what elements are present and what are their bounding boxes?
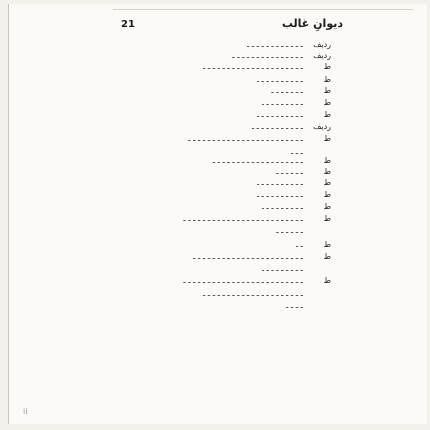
entry-marker: ط (323, 252, 331, 261)
entry-text: ـ ـ ـ ـ (285, 301, 303, 310)
bottom-mark: ii (23, 407, 28, 416)
entry-marker: ط (323, 240, 331, 249)
entry-text: ـ ـ ـ ـ ـ ـ ـ ـ ـ ـ ـ (251, 122, 303, 131)
entry-marker: ط (323, 178, 331, 187)
entry-marker: ط (323, 86, 331, 95)
entry-text: ـ ـ ـ ـ ـ ـ ـ ـ ـ ـ (256, 75, 303, 84)
entry-marker: ط (323, 202, 331, 211)
entry-marker: ط (323, 167, 331, 176)
entry-text: ـ ـ ـ ـ ـ ـ (276, 167, 303, 176)
entry-text: ـ ـ ـ ـ ـ ـ ـ ـ ـ (261, 98, 303, 107)
entry-text: ـ ـ ـ ـ ـ ـ ـ ـ ـ (261, 264, 303, 273)
entry-marker: ردیف (313, 40, 331, 49)
entry-text: ـ ـ ـ ـ ـ ـ ـ ـ ـ ـ ـ ـ (246, 40, 303, 49)
entry-text: ـ ـ ـ ـ ـ ـ ـ ـ ـ ـ ـ ـ ـ ـ ـ ـ ـ ـ ـ ـ ـ ـ ـ ـ ـ (183, 276, 303, 285)
entry-marker: ط (323, 75, 331, 84)
entry-marker: ط (323, 156, 331, 165)
entry-text: ـ ـ ـ ـ ـ ـ ـ ـ ـ ـ ـ ـ ـ ـ ـ ـ ـ ـ ـ ـ ـ (202, 289, 303, 298)
entry-text: ـ ـ ـ ـ ـ ـ ـ (271, 86, 303, 95)
entry-text: ـ ـ ـ ـ ـ ـ ـ ـ ـ ـ ـ ـ ـ ـ ـ ـ ـ ـ ـ ـ ـ ـ ـ ـ ـ (183, 214, 303, 223)
entry-text: ـ ـ ـ ـ ـ ـ ـ ـ ـ ـ ـ ـ ـ ـ ـ ـ ـ ـ ـ ـ ـ ـ ـ ـ (188, 134, 303, 143)
entry-marker: ط (323, 98, 331, 107)
entry-text: ـ ـ ـ ـ ـ ـ ـ ـ ـ ـ ـ ـ ـ ـ ـ ـ ـ ـ ـ ـ ـ (202, 62, 303, 71)
entry-text: ـ ـ ـ ـ ـ ـ ـ ـ ـ ـ ـ ـ ـ ـ ـ ـ ـ ـ ـ ـ ـ ـ ـ (193, 252, 303, 261)
book-page (8, 4, 427, 424)
entry-text: ـ ـ ـ ـ ـ ـ ـ ـ ـ (261, 202, 303, 211)
entry-marker: ط (323, 110, 331, 119)
entry-marker: ردیف (313, 122, 331, 131)
entry-marker: ط (323, 190, 331, 199)
entry-text: ـ ـ ـ (290, 147, 303, 156)
entry-text: ـ ـ ـ ـ ـ ـ ـ ـ ـ ـ ـ ـ ـ ـ ـ (232, 51, 303, 60)
entry-marker: ردیف (313, 51, 331, 60)
page-header: دیوانِ غالب (281, 17, 343, 30)
entry-marker: ط (323, 62, 331, 71)
top-rule (113, 9, 413, 10)
entry-marker: ط (323, 276, 331, 285)
entry-text: ـ ـ ـ ـ ـ ـ ـ ـ ـ ـ ـ ـ ـ ـ ـ ـ ـ ـ ـ (212, 156, 303, 165)
page-number: 21 (121, 19, 135, 30)
entry-text: ـ ـ ـ ـ ـ ـ (276, 226, 303, 235)
entry-marker: ط (323, 214, 331, 223)
entry-text: ـ ـ ـ ـ ـ ـ ـ ـ ـ ـ (256, 110, 303, 119)
entry-text: ـ ـ (295, 240, 303, 249)
entry-marker: ط (323, 134, 331, 143)
entry-text: ـ ـ ـ ـ ـ ـ ـ ـ ـ ـ (256, 178, 303, 187)
entry-text: ـ ـ ـ ـ ـ ـ ـ ـ ـ ـ (256, 190, 303, 199)
